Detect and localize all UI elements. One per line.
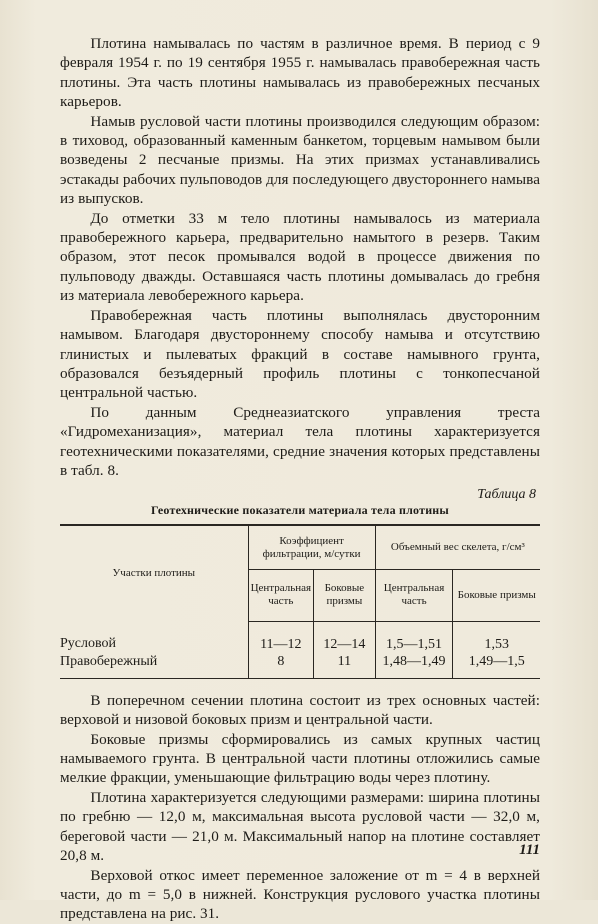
paragraph-channel-section-method: Намыв русловой части плотины производился следующим образом: в тиховод, образованный каменным банкетом, торцевым намывом были возведены 2 песчаные призмы. На этих призмах устанавливались эстакады рабочих пульповодов для последующего двустороннего намыва из выпусков. (60, 112, 540, 208)
geotechnical-table (60, 524, 540, 679)
cell-filtration-central: 11—12 (248, 621, 313, 653)
cell-weight-side: 1,53 (453, 621, 540, 653)
paragraph-side-prisms: Боковые призмы сформировались из самых крупных частиц намываемого грунта. В центральной части плотины отложились самые мелкие фракции, уменьшающие фильтрацию воды через плотину. (60, 730, 540, 787)
cell-weight-side: 1,49—1,5 (453, 653, 540, 679)
paragraph-dimensions: Плотина характеризуется следующими размерами: ширина плотины по гребню — 12,0 м, максимальная высота русловой части — 32,0 м, береговой части — 21,0 м. Максимальный напор на плотине составляет 20,8 м. (60, 788, 540, 865)
header-filtration-coefficient: Коэффициент фильтрации, м/сутки (248, 525, 375, 569)
table-row (60, 653, 540, 679)
header-skeleton-weight: Объемный вес скелета, г/см³ (375, 525, 540, 569)
header-sections: Участки плотины (60, 525, 248, 621)
text-block-before-table (60, 34, 540, 480)
row-name: Правобережный (60, 653, 248, 679)
header-filtration-central: Центральная часть (248, 569, 313, 621)
cell-filtration-central: 8 (248, 653, 313, 679)
table-caption: Таблица 8 (477, 487, 536, 503)
paragraph-upstream-slope: Верховой откос имеет переменное заложение от m = 4 в верхней части, до m = 5,0 в нижней. Конструкция руслового участка плотины представлена на рис. 31. (60, 866, 540, 923)
header-filtration-side: Боковые призмы (314, 569, 376, 621)
cell-weight-central: 1,48—1,49 (375, 653, 453, 679)
paragraph-cross-section: В поперечном сечении плотина состоит из трех основных частей: верховой и низовой боковых призм и центральной части. (60, 691, 540, 729)
row-name: Русловой (60, 636, 116, 652)
header-weight-central: Центральная часть (375, 569, 453, 621)
table-row (60, 621, 540, 653)
table-title: Геотехнические показатели материала тела плотины (150, 503, 449, 518)
cell-filtration-side: 11 (314, 653, 376, 679)
paragraph-right-bank-section: Правобережная часть плотины выполнялась двусторонним намывом. Благодаря двустороннему способу намыва и отсутствию глинистых и пылеватых фракций в составе намывного грунта, образовался безъядерный профиль плотины с тонкопесчаной центральной частью. (60, 306, 540, 402)
page-number: 111 (519, 842, 540, 858)
paragraph-elevation-33m: До отметки 33 м тело плотины намывалось из материала правобережного карьера, предварительно намытого в резерв. Таким образом, этот песок промывался водой в процессе движения по пульповоду дважды. Оставшаяся часть плотины домывалась до гребня из материала левобережного карьера. (60, 209, 540, 305)
header-weight-side: Боковые призмы (453, 569, 540, 621)
text-block-after-table (60, 691, 540, 924)
paragraph-geotechnical-intro: По данным Среднеазиатского управления треста «Гидромеханизация», материал тела плотины характеризуется геотехническими показателями, средние значения которых представлены в табл. 8. (60, 403, 540, 479)
cell-filtration-side: 12—14 (314, 621, 376, 653)
paragraph-dam-construction-periods: Плотина намывалась по частям в различное время. В период с 9 февраля 1954 г. по 19 сентября 1955 г. намывалась правобережная часть плотины. Эта часть плотины намывалась из правобережных песчаных карьеров. (60, 35, 540, 111)
cell-weight-central: 1,5—1,51 (375, 621, 453, 653)
